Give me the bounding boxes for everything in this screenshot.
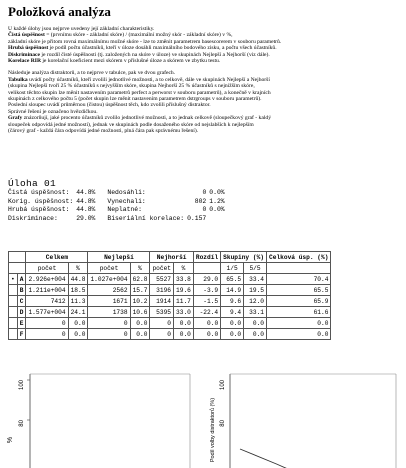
stats-cell: 1.2% [209, 197, 225, 205]
correct-marker [9, 307, 18, 318]
table-cell: 0.0 [130, 329, 150, 340]
stats-cell: 44.8% [76, 197, 96, 205]
corner-cell [9, 263, 26, 274]
table-row [9, 296, 331, 307]
table-cell: 12.0 [244, 296, 267, 307]
sub-header: 5/5 [244, 263, 267, 274]
table-cell: 0.0 [221, 329, 244, 340]
line-correct [240, 449, 386, 468]
sub-header: % [130, 263, 150, 274]
table-cell: 3196 [150, 285, 174, 296]
sub-header: % [174, 263, 194, 274]
stats-cell: 802 [194, 197, 207, 205]
group-header: Skupiny (%) [221, 252, 267, 263]
table-cell: 0 [150, 318, 174, 329]
item-stats [8, 189, 228, 223]
table-cell: 2.926e+004 [26, 274, 68, 285]
intro-term: Hrubá úspěšnost [8, 45, 49, 52]
intro-term: Grafy [8, 115, 23, 122]
table-cell: 0.0 [193, 318, 220, 329]
sub-header: počet [26, 263, 68, 274]
stats-cell: 0.0% [209, 206, 225, 214]
table-cell: 11.3 [68, 296, 88, 307]
table-cell: 1.577e+004 [26, 307, 68, 318]
table-cell: 33.8 [174, 274, 194, 285]
line-ylabel: Podíl volby distraktorů (%) [210, 397, 216, 463]
table-cell: 24.1 [68, 307, 88, 318]
table-cell: 33.0 [174, 307, 194, 318]
table-cell: 1738 [88, 307, 130, 318]
table-cell: 62.8 [130, 274, 150, 285]
bar-ylabel: % [7, 436, 14, 444]
intro-line: velikost těchto skupin lze měnit nastavením parametrů perfect a perworst v souboru parametrů), a konečně v krajních [8, 89, 271, 96]
table-cell: 9.4 [221, 307, 244, 318]
stats-cell: Diskriminace: [8, 214, 58, 222]
stats-cell: 0.157 [187, 214, 207, 222]
table-cell: -1.5 [193, 296, 220, 307]
sub-header [267, 263, 331, 274]
table-cell: 0.0 [193, 329, 220, 340]
table-cell: 0.0 [68, 329, 88, 340]
option-label: D [17, 307, 26, 318]
intro-text-part: je rozdíl čisté úspěšnosti (tj. založených na skóre v úloze) ve skupinách Nejlepší a Nejhorší (viz dále). [40, 51, 270, 58]
group-header: Nejlepší [88, 252, 150, 263]
table-cell: 0.0 [244, 329, 267, 340]
distractor-table [8, 251, 331, 340]
group-header: Nejhorší [150, 252, 193, 263]
table-cell: 0 [26, 318, 68, 329]
stats-cell: 0 [202, 206, 207, 214]
intro-line: Správné řešení je označeno hvězdičkou. [8, 108, 98, 115]
stats-spacer [98, 189, 107, 198]
intro-text-part: znázorňují, jaké procento účastníků zvolilo jednotlivé možnosti, a to jednak celkově (sloupečkový graf - kaldý [22, 115, 271, 122]
stats-row [8, 215, 228, 224]
line-tick-80: 80 [220, 420, 226, 427]
table-cell: 0 [150, 329, 174, 340]
table-cell: 0.0 [267, 318, 331, 329]
table-group-header [9, 252, 331, 263]
stats-cell: 44.8% [76, 189, 96, 196]
bar-tick-100: 100 [19, 380, 25, 391]
correct-marker [9, 318, 18, 329]
intro-line: skupinách z celkového počtu 5 (počet skupin lze měnit nastavením parametrem dstrgroups v souboru parametrů). [8, 96, 262, 103]
stats-cell: 29.0% [76, 214, 96, 222]
table-cell: 65.9 [267, 296, 331, 307]
table-cell: 70.4 [267, 274, 331, 285]
table-cell: 0.0 [174, 318, 194, 329]
table-cell: 0 [26, 329, 68, 340]
stats-cell: Korig. úspěšnost: [8, 197, 74, 205]
stats-cell: Čistá úspěšnost: [8, 189, 70, 196]
bar-tick-80: 80 [19, 420, 25, 427]
table-cell: 1.211e+004 [26, 285, 68, 296]
correct-marker [9, 296, 18, 307]
table-cell: -3.9 [193, 285, 220, 296]
intro-text-part: je korelační koeficient mezi skórem v příslušné úloze a skórem ve zbytku testu. [40, 58, 221, 65]
stats-cell: Vynechali: [107, 197, 146, 205]
table-cell: 2562 [88, 285, 130, 296]
stats-cell: 0.0% [209, 189, 225, 196]
table-cell: 0 [88, 318, 130, 329]
table-cell: 33.4 [244, 274, 267, 285]
intro-line: základní skóre je přitom rovná maximálnímu možné skóre - lze to změnit parametrem basescorerem v souboru parametrů. [8, 38, 282, 45]
stats-cell: 44.8% [76, 206, 96, 214]
option-label: B [17, 285, 26, 296]
intro-line: Následuje analýza distraktorů, a to nejprve v tabulce, pak ve dvou grafech. [8, 70, 176, 77]
intro-term: Čistá úspěšnost [8, 32, 45, 39]
table-row [9, 274, 331, 285]
table-cell: 7412 [26, 296, 68, 307]
table-cell: 0 [88, 329, 130, 340]
intro-line: Poslední sloupec uvádí průměrnou (čistou) úspěšnost těch, kdo zvolili příslušný distraktor. [8, 102, 211, 109]
table-cell: 0.0 [244, 318, 267, 329]
table-cell: 0.0 [174, 329, 194, 340]
table-row [9, 307, 331, 318]
table-cell: 33.1 [244, 307, 267, 318]
stats-spacer [98, 215, 107, 224]
table-cell: 0.0 [68, 318, 88, 329]
intro-text-part: uvádí počty účastníků, kteří zvolili jednotlivé možnosti, a to celkově, dále ve skupinách Nejlepší a Nejhorší [27, 76, 270, 83]
table-row [9, 318, 331, 329]
stats-cell: Nedosáhli: [107, 189, 146, 196]
option-label: C [17, 296, 26, 307]
sub-header [193, 263, 220, 274]
intro-line: (čárový graf - každá čára odpovídá jedné možnosti, plná čára pak správnému řešení). [8, 128, 199, 135]
table-cell: 1671 [88, 296, 130, 307]
table-cell: 44.8 [68, 274, 88, 285]
table-cell: 1914 [150, 296, 174, 307]
table-cell: 10.6 [130, 307, 150, 318]
table-cell: 18.5 [68, 285, 88, 296]
intro-term: Tabulka [8, 76, 28, 83]
table-row [9, 329, 331, 340]
table-cell: 0.0 [130, 318, 150, 329]
charts [0, 350, 406, 468]
intro-text-part: = (prvnímu skóre - základní skóre) / (maximální možný skór - základní skóre) v %, [44, 32, 233, 39]
sub-header: počet [88, 263, 130, 274]
stats-cell: Neplatné: [107, 206, 142, 214]
table-cell: 5527 [150, 274, 174, 285]
option-label: A [17, 274, 26, 285]
intro-text-part: je podíl počtu účastníků, kteří v úloze dosáhli maximálního bodového zisku, a počtu všech účastníků. [48, 45, 277, 52]
table-cell: 5395 [150, 307, 174, 318]
table-cell: 65.5 [221, 274, 244, 285]
stats-cell: 0 [202, 189, 207, 196]
table-cell: 11.7 [174, 296, 194, 307]
page-title: Položková analýza [8, 4, 111, 19]
stats-cell: Hrubá úspěšnost: [8, 206, 70, 214]
intro-term: Korelace RIR [8, 58, 41, 65]
table-cell: 19.6 [174, 285, 194, 296]
corner-cell [9, 252, 26, 263]
stats-cell: Biseriální korelace: [107, 214, 185, 222]
table-cell: 0.0 [221, 318, 244, 329]
table-cell: 65.5 [267, 285, 331, 296]
table-cell: 10.2 [130, 296, 150, 307]
group-header: Celkem [26, 252, 88, 263]
table-cell: 15.7 [130, 285, 150, 296]
stats-row [8, 189, 228, 198]
stats-row [8, 198, 228, 207]
sub-header: 1/5 [221, 263, 244, 274]
group-header: Celková úsp. (%) [267, 252, 331, 263]
intro-text [8, 26, 400, 135]
sub-header: % [68, 263, 88, 274]
correct-marker: • [9, 274, 18, 285]
table-cell: -22.4 [193, 307, 220, 318]
stats-row [8, 206, 228, 215]
table-cell: 0.0 [267, 329, 331, 340]
table-cell: 1.027e+004 [88, 274, 130, 285]
intro-term: Diskriminace [8, 51, 41, 58]
intro-line: sloupeček odpovídá jedné možnosti), jednak ve skupinách podle dosaženého skóre od nejslabších k nejlepším [8, 121, 254, 128]
item-heading: Úloha 01 [8, 178, 57, 189]
table-cell: 29.0 [193, 274, 220, 285]
table-sub-header [9, 263, 331, 274]
option-label: E [17, 318, 26, 329]
table-cell: 61.6 [267, 307, 331, 318]
sub-header: počet [150, 263, 174, 274]
correct-marker [9, 285, 18, 296]
intro-line: (skupina Nejlepší tvoří 25 % účastníků s nejvyšším skóre, skupina Nejhorší 25 % účastníků s nejnižším skóre, [8, 83, 255, 90]
table-cell: 9.6 [221, 296, 244, 307]
line-tick-100: 100 [220, 380, 226, 391]
table-row [9, 285, 331, 296]
stats-spacer [98, 198, 107, 207]
stats-spacer [98, 206, 107, 215]
table-cell: 14.9 [221, 285, 244, 296]
table-cell: 19.5 [244, 285, 267, 296]
option-label: F [17, 329, 26, 340]
intro-line: U každé úlohy jsou nejprve uvedeny její základní charakteristiky. [8, 26, 155, 32]
stats-cell [209, 215, 227, 224]
group-header: Rozdíl [193, 252, 220, 263]
correct-marker [9, 329, 18, 340]
